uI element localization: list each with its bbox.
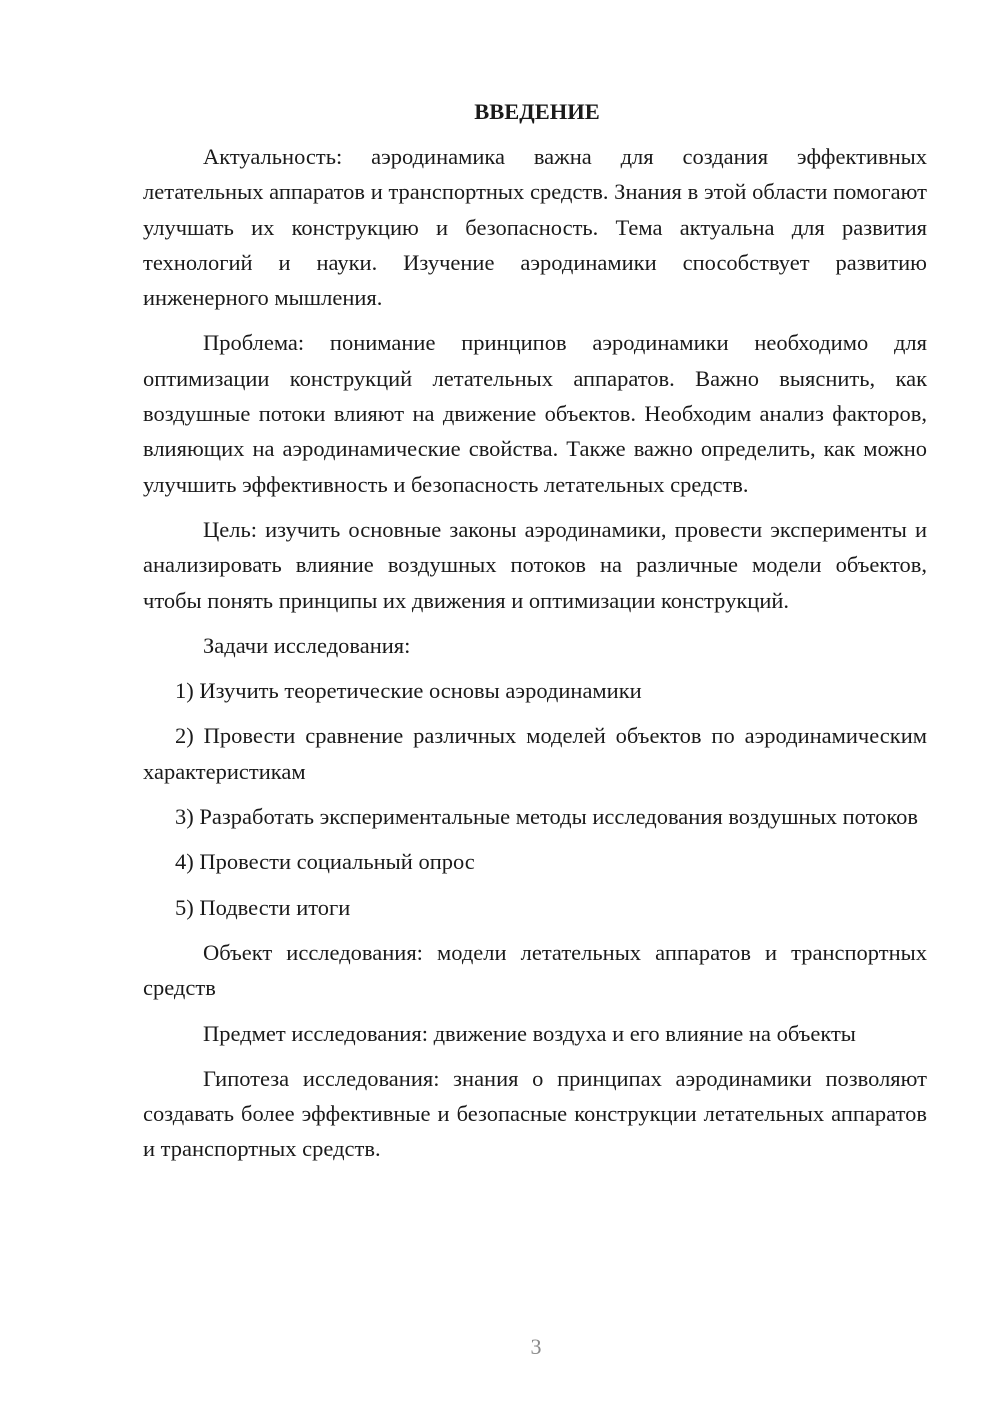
task-item-3: 3) Разработать экспериментальные методы исследования воздушных потоков <box>175 804 919 830</box>
task-item-4: 4) Провести социальный опрос <box>175 849 475 875</box>
relevance-paragraph: Актуальность: аэродинамика важна для создания эффективных летательных аппаратов и транспортных средств. Знания в этой области помогают улучшать их конструкцию и безопасность. Тема актуальна для развития технологий и науки. Изучение аэродинамики способствует развитию инженерного мышления. <box>143 144 927 311</box>
subject-paragraph: Предмет исследования: движение воздуха и его влияние на объекты <box>203 1020 856 1046</box>
goal-paragraph: Цель: изучить основные законы аэродинамики, провести эксперименты и анализировать влияние воздушных потоков на различные модели объектов, чтобы понять принципы их движения и оптимизации конструкций. <box>143 516 927 613</box>
page-content <box>143 94 927 1177</box>
problem-paragraph: Проблема: понимание принципов аэродинамики необходимо для оптимизации конструкций летательных аппаратов. Важно выяснить, как воздушные потоки влияют на движение объектов. Необходим анализ факторов, влияющих на аэродинамические свойства. Также важно определить, как можно улучшить эффективность и безопасность летательных средств. <box>143 330 927 497</box>
task-item-1: 1) Изучить теоретические основы аэродинамики <box>175 678 642 704</box>
object-paragraph: Объект исследования: модели летательных аппаратов и транспортных средств <box>143 939 927 1001</box>
task-item-5: 5) Подвести итоги <box>175 894 351 920</box>
tasks-heading: Задачи исследования: <box>203 632 411 658</box>
task-item-2: 2) Провести сравнение различных моделей объектов по аэродинамическим характеристикам <box>143 723 927 784</box>
page-title: ВВЕДЕНИЕ <box>474 99 600 124</box>
hypothesis-paragraph: Гипотеза исследования: знания о принципах аэродинамики позволяют создавать более эффективные и безопасные конструкции летательных аппаратов и транспортных средств. <box>143 1065 927 1162</box>
page-number: 3 <box>530 1334 542 1359</box>
